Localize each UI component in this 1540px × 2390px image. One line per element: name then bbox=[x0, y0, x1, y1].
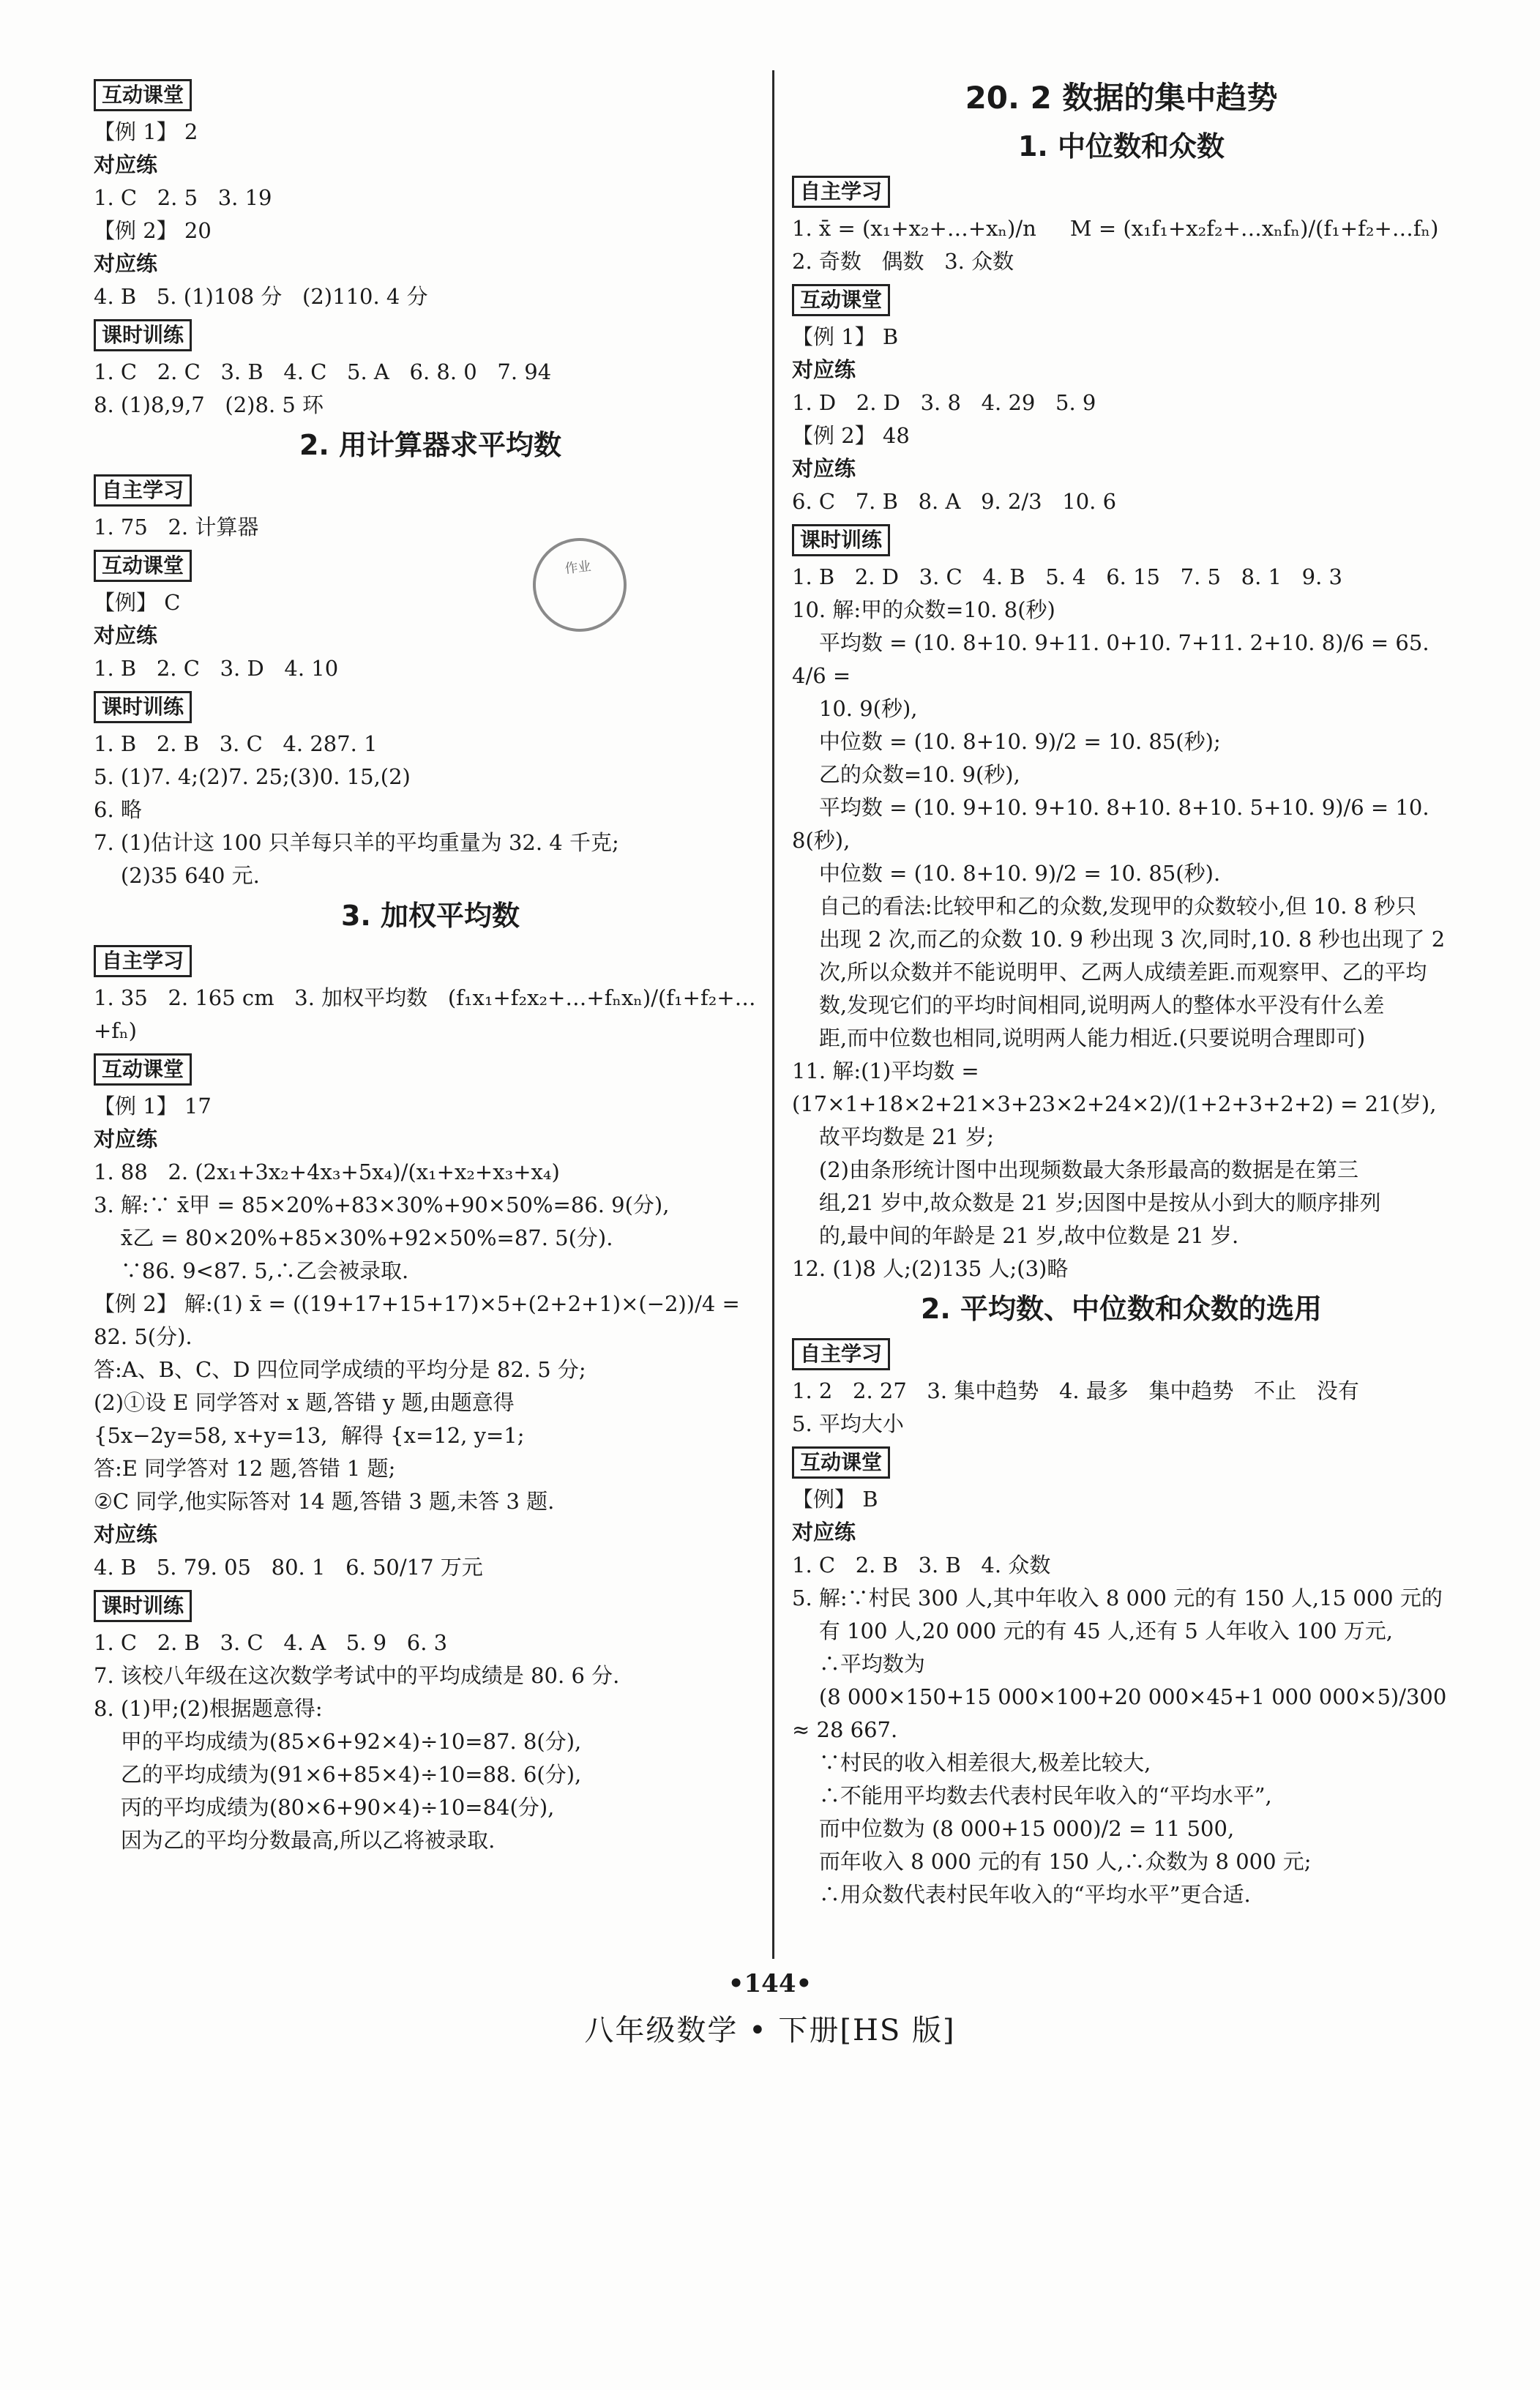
answer-line: 7. 该校八年级在这次数学考试中的平均成绩是 80. 6 分. bbox=[94, 1663, 620, 1688]
section-tag: 课时训练 bbox=[94, 691, 192, 723]
answer-line: 【例 1】 2 bbox=[94, 119, 198, 144]
section-tag: 自主学习 bbox=[94, 945, 192, 977]
answer-line: 5. (1)7. 4;(2)7. 25;(3)0. 15,(2) bbox=[94, 764, 411, 789]
answer-line: 丙的平均成绩为(80×6+90×4)÷10=84(分), bbox=[94, 1795, 555, 1820]
answer-line: 1. x̄ = (x₁+x₂+…+xₙ)/n M = (x₁f₁+x₂f₂+…xₙfₙ)/(f₁+f₂+…fₙ) bbox=[792, 216, 1439, 241]
answer-line: 答:E 同学答对 12 题,答错 1 题; bbox=[94, 1456, 396, 1481]
answer-line: 1. B 2. B 3. C 4. 287. 1 bbox=[94, 731, 378, 756]
answer-line: 距,而中位数也相同,说明两人能力相近.(只要说明合理即可) bbox=[792, 1026, 1366, 1050]
page-number: •144• bbox=[728, 1969, 812, 1998]
answer-line: 5. 平均大小 bbox=[792, 1411, 904, 1436]
practice-label: 对应练 bbox=[792, 1520, 856, 1545]
answer-line: 82. 5(分). bbox=[94, 1324, 192, 1349]
answer-line: ∴用众数代表村民年收入的“平均水平”更合适. bbox=[792, 1882, 1251, 1907]
answer-line: 1. 2 2. 27 3. 集中趋势 4. 最多 集中趋势 不止 没有 bbox=[792, 1378, 1359, 1403]
answer-line: 答:A、B、C、D 四位同学成绩的平均分是 82. 5 分; bbox=[94, 1357, 586, 1382]
answer-block bbox=[94, 356, 767, 422]
subsection-heading: 1. 中位数和众数 bbox=[1017, 130, 1225, 163]
answer-line: 【例 1】 B bbox=[792, 324, 899, 349]
answer-block bbox=[792, 1375, 1451, 1441]
section-tag: 自主学习 bbox=[792, 176, 890, 208]
answer-line: 8. (1)甲;(2)根据题意得: bbox=[94, 1696, 323, 1721]
answer-line: 因为乙的平均分数最高,所以乙将被录取. bbox=[94, 1828, 496, 1853]
answer-line: 1. D 2. D 3. 8 4. 29 5. 9 bbox=[792, 390, 1096, 415]
answer-line: 出现 2 次,而乙的众数 10. 9 秒出现 3 次,同时,10. 8 秒也出现了 2 bbox=[792, 927, 1446, 952]
answer-line: 10. 解:甲的众数=10. 8(秒) bbox=[792, 597, 1055, 622]
answer-line: 1. 75 2. 计算器 bbox=[94, 515, 259, 539]
answer-line: 12. (1)8 人;(2)135 人;(3)略 bbox=[792, 1256, 1069, 1281]
answer-line: 故平均数是 21 岁; bbox=[792, 1124, 994, 1149]
answer-line: 1. C 2. B 3. B 4. 众数 bbox=[792, 1553, 1051, 1577]
answer-line: 【例 1】 17 bbox=[94, 1094, 212, 1119]
section-tag: 互动课堂 bbox=[792, 284, 890, 316]
answer-block bbox=[94, 982, 767, 1048]
answer-line: 3. 解:∵ x̄甲 = 85×20%+83×30%+90×50%=86. 9(分), bbox=[94, 1192, 670, 1217]
answer-block bbox=[792, 561, 1451, 1285]
section-tag: 课时训练 bbox=[94, 319, 192, 351]
answer-line: ∴平均数为 bbox=[792, 1651, 925, 1676]
stamp-text: 作业 bbox=[564, 559, 592, 577]
section-heading: 20. 2 数据的集中趋势 bbox=[965, 80, 1278, 116]
subsection-heading: 2. 平均数、中位数和众数的选用 bbox=[920, 1293, 1323, 1325]
answer-line: 1. 88 2. (2x₁+3x₂+4x₃+5x₄)/(x₁+x₂+x₃+x₄) bbox=[94, 1159, 560, 1184]
answer-line: x̄乙 = 80×20%+85×30%+92×50%=87. 5(分). bbox=[94, 1225, 613, 1250]
answer-line: 数,发现它们的平均时间相同,说明两人的整体水平没有什么差 bbox=[792, 993, 1385, 1017]
answer-line: ∴不能用平均数去代表村民年收入的“平均水平”, bbox=[792, 1783, 1272, 1808]
answer-line: 6. 略 bbox=[94, 797, 142, 822]
answer-line: 【例】 C bbox=[94, 590, 181, 615]
answer-line: 2. 奇数 偶数 3. 众数 bbox=[792, 249, 1014, 274]
answer-line: 4. B 5. (1)108 分 (2)110. 4 分 bbox=[94, 284, 428, 309]
answer-line: 乙的众数=10. 9(秒), bbox=[792, 762, 1020, 787]
practice-label: 对应练 bbox=[792, 357, 856, 382]
answer-line: 1. B 2. C 3. D 4. 10 bbox=[94, 656, 339, 681]
answer-line: (2)由条形统计图中出现频数最大条形最高的数据是在第三 bbox=[792, 1157, 1358, 1182]
answer-line: 有 100 人,20 000 元的有 45 人,还有 5 人年收入 100 万元, bbox=[792, 1618, 1394, 1643]
answer-line: 而中位数为 (8 000+15 000)/2 = 11 500, bbox=[792, 1816, 1235, 1841]
answer-line: 组,21 岁中,故众数是 21 岁;因图中是按从小到大的顺序排列 bbox=[792, 1190, 1381, 1215]
section-tag: 自主学习 bbox=[94, 474, 192, 507]
practice-label: 对应练 bbox=[94, 623, 158, 648]
answer-line: 的,最中间的年龄是 21 岁,故中位数是 21 岁. bbox=[792, 1223, 1239, 1248]
answer-line: 平均数 = (10. 8+10. 9+11. 0+10. 7+11. 2+10. 8)/6 = 65. 4/6 = bbox=[792, 630, 1436, 688]
answer-line: 次,所以众数并不能说明甲、乙两人成绩差距.而观察甲、乙的平均 bbox=[792, 960, 1427, 985]
answer-line: 【例 2】 20 bbox=[94, 218, 212, 243]
answer-line: 甲的平均成绩为(85×6+92×4)÷10=87. 8(分), bbox=[94, 1729, 582, 1754]
answer-block bbox=[94, 586, 767, 685]
answer-block bbox=[792, 321, 1451, 518]
answer-block bbox=[94, 1090, 767, 1584]
answer-block bbox=[94, 1627, 767, 1857]
answer-block bbox=[792, 1483, 1454, 1911]
answer-line: 中位数 = (10. 8+10. 9)/2 = 10. 85(秒). bbox=[792, 861, 1221, 886]
answer-line: {5x−2y=58, x+y=13, 解得 {x=12, y=1; bbox=[94, 1423, 525, 1448]
practice-label: 对应练 bbox=[94, 1522, 158, 1547]
answer-line: 6. C 7. B 8. A 9. 2/3 10. 6 bbox=[792, 489, 1117, 514]
answer-line: 中位数 = (10. 8+10. 9)/2 = 10. 85(秒); bbox=[792, 729, 1221, 754]
answer-line: 【例】 B bbox=[792, 1487, 878, 1512]
answer-line: (2)35 640 元. bbox=[94, 863, 260, 888]
section-tag: 互动课堂 bbox=[94, 1053, 192, 1086]
section-tag: 自主学习 bbox=[792, 1338, 890, 1370]
answer-line: ∵村民的收入相差很大,极差比较大, bbox=[792, 1750, 1151, 1775]
answer-line: 而年收入 8 000 元的有 150 人,∴众数为 8 000 元; bbox=[792, 1849, 1312, 1874]
answer-line: 【例 2】 48 bbox=[792, 423, 910, 448]
answer-line: 乙的平均成绩为(91×6+85×4)÷10=88. 6(分), bbox=[94, 1762, 582, 1787]
subsection-heading: 2. 用计算器求平均数 bbox=[299, 429, 562, 461]
answer-line: 1. C 2. 5 3. 19 bbox=[94, 185, 272, 210]
answer-block bbox=[94, 511, 767, 544]
answer-line: 1. C 2. B 3. C 4. A 5. 9 6. 3 bbox=[94, 1630, 448, 1655]
answer-line: ∵86. 9<87. 5,∴乙会被录取. bbox=[94, 1258, 409, 1283]
answer-line: 1. 35 2. 165 cm 3. 加权平均数 (f₁x₁+f₂x₂+…+fₙxₙ)/(f₁+f₂+…+fₙ) bbox=[94, 985, 756, 1043]
answer-line: 自己的看法:比较甲和乙的众数,发现甲的众数较小,但 10. 8 秒只 bbox=[792, 894, 1417, 919]
answer-line: 10. 9(秒), bbox=[792, 696, 918, 721]
answer-block bbox=[94, 116, 767, 313]
answer-line: 4. B 5. 79. 05 80. 1 6. 50/17 万元 bbox=[94, 1555, 483, 1580]
subsection-heading: 3. 加权平均数 bbox=[340, 900, 520, 932]
answer-line: 5. 解:∵村民 300 人,其中年收入 8 000 元的有 150 人,15 000 元的 bbox=[792, 1586, 1443, 1610]
answer-line: 1. C 2. C 3. B 4. C 5. A 6. 8. 0 7. 94 bbox=[94, 359, 552, 384]
answer-line: 8. (1)8,9,7 (2)8. 5 环 bbox=[94, 392, 324, 417]
answer-line: 11. 解:(1)平均数 = (17×1+18×2+21×3+23×2+24×2)/(1+2+3+2+2) = 21(岁), bbox=[792, 1058, 1437, 1116]
practice-label: 对应练 bbox=[94, 1127, 158, 1151]
answer-block bbox=[792, 212, 1451, 278]
practice-label: 对应练 bbox=[94, 152, 158, 177]
answer-line: 平均数 = (10. 9+10. 9+10. 8+10. 8+10. 5+10. 9)/6 = 10. 8(秒), bbox=[792, 795, 1436, 853]
answer-line: (2)①设 E 同学答对 x 题,答错 y 题,由题意得 bbox=[94, 1390, 515, 1415]
book-title: 八年级数学 • 下册[HS 版] bbox=[584, 2014, 956, 2047]
answer-line: 1. B 2. D 3. C 4. B 5. 4 6. 15 7. 5 8. 1 9. 3 bbox=[792, 564, 1342, 589]
left-column bbox=[94, 73, 767, 1857]
answer-block bbox=[94, 728, 767, 892]
section-tag: 课时训练 bbox=[792, 524, 890, 556]
answer-line: 7. (1)估计这 100 只羊每只羊的平均重量为 32. 4 千克; bbox=[94, 830, 619, 855]
section-tag: 课时训练 bbox=[94, 1590, 192, 1622]
answer-line: (8 000×150+15 000×100+20 000×45+1 000 000×5)/300 ≈ 28 667. bbox=[792, 1684, 1454, 1742]
answer-line: 【例 2】 解:(1) x̄ = ((19+17+15+17)×5+(2+2+1)×(−2))/4 = bbox=[94, 1291, 740, 1316]
right-column bbox=[792, 73, 1454, 1911]
answer-line: ②C 同学,他实际答对 14 题,答错 3 题,未答 3 题. bbox=[94, 1489, 555, 1514]
section-tag: 互动课堂 bbox=[94, 550, 192, 582]
section-tag: 互动课堂 bbox=[792, 1446, 890, 1479]
column-divider bbox=[772, 70, 774, 1959]
practice-label: 对应练 bbox=[792, 456, 856, 481]
practice-label: 对应练 bbox=[94, 251, 158, 276]
section-tag: 互动课堂 bbox=[94, 79, 192, 111]
